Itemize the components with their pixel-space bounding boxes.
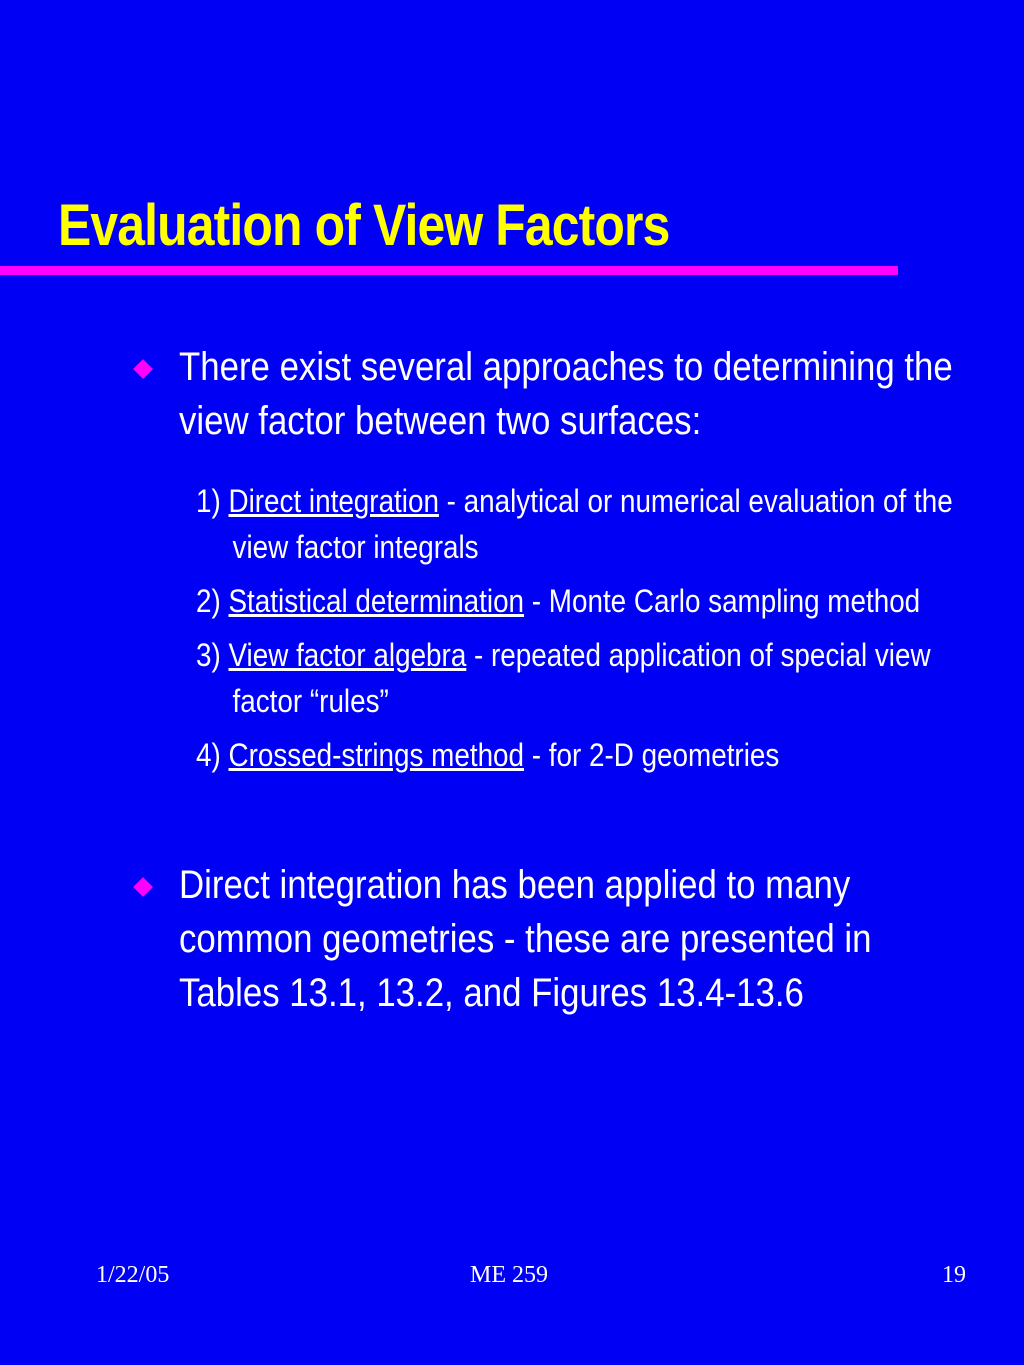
approach-number: 1)	[196, 483, 221, 519]
approach-description: - for 2-D geometries	[531, 737, 780, 773]
footer-course: ME 259	[470, 1262, 548, 1288]
diamond-bullet-icon	[133, 877, 153, 897]
approach-term: Statistical determination	[228, 583, 525, 619]
title-divider	[0, 266, 898, 275]
diamond-bullet-icon	[133, 359, 153, 379]
bullet-text: Direct integration has been applied to many common geometries - these are presented in Tables 13.1, 13.2, and Figures 13.4-13.6	[179, 863, 872, 1015]
approach-term: Direct integration	[228, 483, 439, 519]
bullet-text: There exist several approaches to determining the view factor between two surfaces:	[179, 345, 953, 443]
approach-description: - Monte Carlo sampling method	[531, 583, 921, 619]
approach-term: Crossed-strings method	[228, 737, 525, 773]
approach-number: 2)	[196, 583, 221, 619]
bullet-item	[130, 858, 980, 1020]
approach-description: - repeated application of special view factor “rules”	[232, 637, 931, 719]
approach-description: - analytical or numerical evaluation of the view factor integrals	[232, 483, 953, 565]
footer-page-number: 19	[942, 1262, 966, 1288]
approach-item	[196, 578, 998, 624]
footer-date: 1/22/05	[96, 1262, 170, 1288]
approach-item	[196, 732, 998, 778]
approach-term: View factor algebra	[228, 637, 467, 673]
approach-item	[196, 632, 998, 724]
approach-number: 4)	[196, 737, 221, 773]
slide-title: Evaluation of View Factors	[58, 193, 670, 258]
approach-item	[196, 478, 998, 570]
approach-number: 3)	[196, 637, 221, 673]
approaches-list	[196, 478, 996, 786]
bullet-item	[130, 340, 980, 448]
